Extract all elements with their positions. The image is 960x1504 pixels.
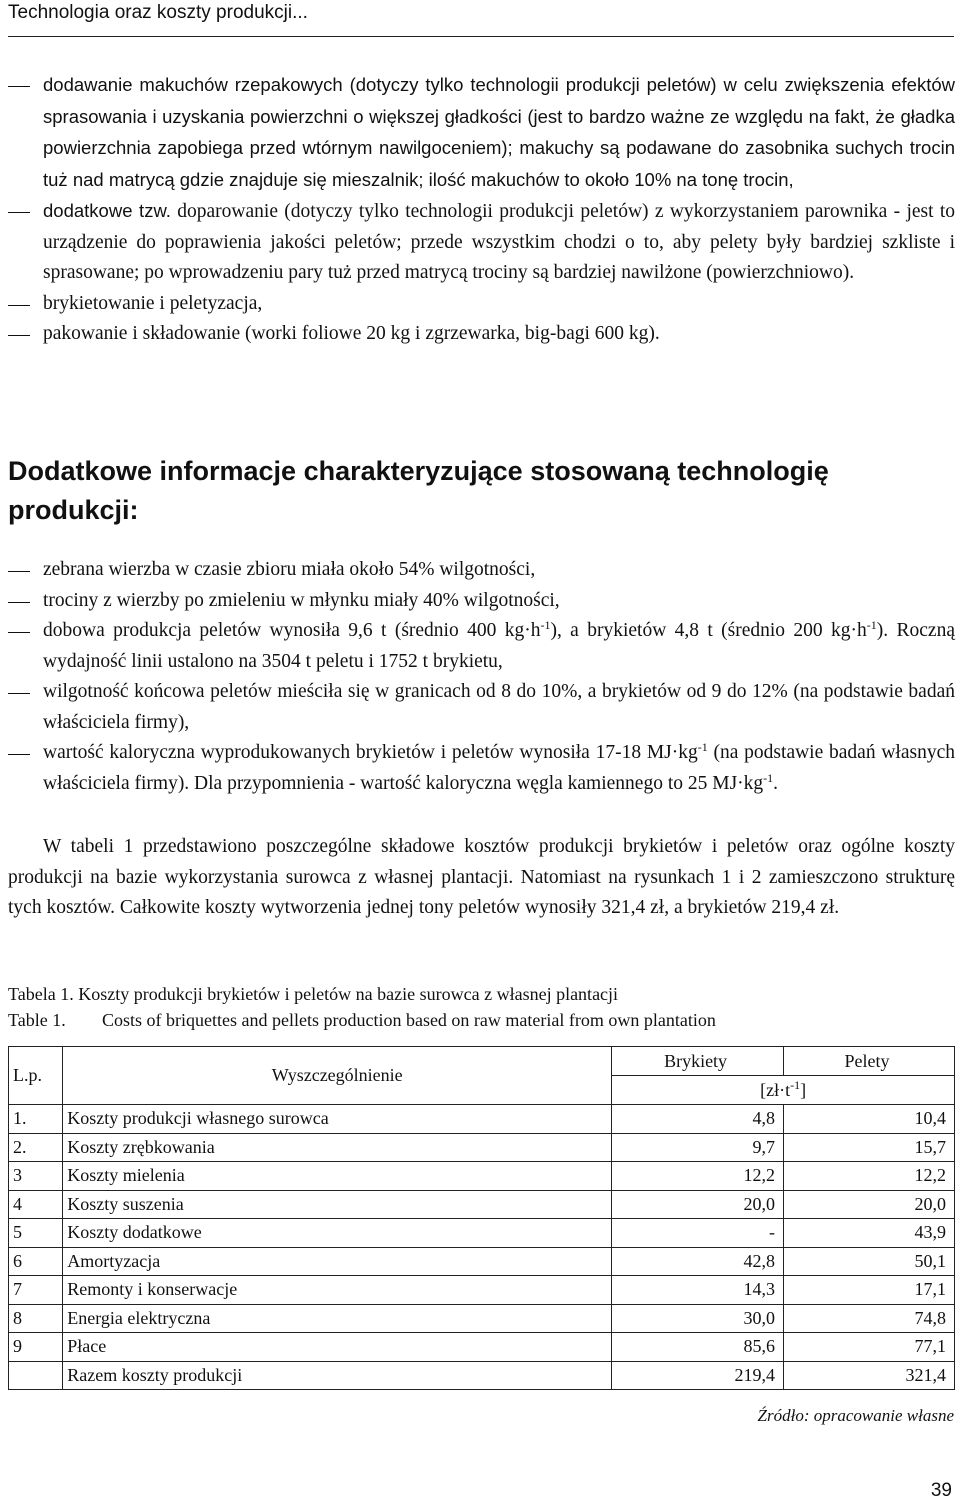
caption-label: Tabela 1. [8, 984, 74, 1004]
cell-description: Koszty suszenia [63, 1190, 612, 1219]
column-header-briquettes: Brykiety [612, 1047, 784, 1076]
list-item-text: trociny z wierzby po zmieleniu w młynku miały 40% wilgotności, [43, 589, 560, 611]
list-item-text: (na podstawie badań własnych właściciela firmy). Dla przypomnienia - wartość kaloryczna węgla kamiennego to 25 MJ·kg [43, 742, 955, 794]
table-row [9, 1247, 955, 1276]
list-item-text: zebrana wierzba w czasie zbioru miała około 54% wilgotności, [43, 559, 536, 580]
superscript: -1 [866, 618, 877, 632]
list-item-text: ), a brykietów 4,8 t (średnio 200 kg·h [550, 620, 867, 641]
list-item-text: . [773, 772, 779, 794]
cell-description: Koszty zrębkowania [63, 1133, 612, 1162]
superscript: -1 [697, 740, 708, 754]
table-row [9, 1162, 955, 1191]
cell-briquettes: 9,7 [612, 1133, 784, 1162]
cell-briquettes: 20,0 [612, 1190, 784, 1219]
cell-pellets: 12,2 [783, 1162, 954, 1191]
cell-briquettes: 12,2 [612, 1162, 784, 1191]
list-item-text: wartość kaloryczna wyprodukowanych brykietów i peletów wynosiła 17-18 MJ·kg [43, 742, 698, 763]
cell-lp: 5 [9, 1219, 63, 1248]
cell-lp: 3 [9, 1162, 63, 1191]
cell-pellets: 15,7 [783, 1133, 954, 1162]
cell-pellets: 43,9 [783, 1219, 954, 1248]
table-row [9, 1219, 955, 1248]
table-row [9, 1276, 955, 1305]
column-header-unit [612, 1076, 955, 1105]
section-title: Dodatkowe informacje charakteryzujące stosowaną technologię produkcji: [8, 456, 829, 525]
superscript: -1 [763, 770, 774, 785]
cell-description: Amortyzacja [63, 1247, 612, 1276]
table-row [9, 1105, 955, 1134]
cell-description: Koszty dodatkowe [63, 1219, 612, 1248]
list-item [8, 616, 955, 677]
cell-description: Remonty i konserwacje [63, 1276, 612, 1305]
list-item [8, 196, 955, 289]
costs-table [8, 1046, 955, 1390]
cell-lp: 9 [9, 1333, 63, 1362]
page-number: 39 [930, 1480, 952, 1501]
cell-description: Energia elektryczna [63, 1304, 612, 1333]
table-row [9, 1190, 955, 1219]
cell-description: Koszty mielenia [63, 1162, 612, 1191]
table-caption-pl [8, 982, 618, 1006]
cell-pellets: 10,4 [783, 1105, 954, 1134]
list-item-text: doparowanie (dotyczy tylko technologii produkcji peletów) z wykorzystaniem parownika - jest to urządzenie do poprawienia jakości peletów; przede wszystkim chodzi o to, aby pelety były bardziej szkliste i sprasowane; po wprowadzeniu pary tuż przed matrycą trociny są bardziej nawilżone (powierzchniowo). [43, 201, 956, 283]
cell-briquettes: 85,6 [612, 1333, 784, 1362]
list-item [8, 555, 955, 586]
cell-description: Razem koszty produkcji [63, 1361, 612, 1390]
body-paragraph: W tabeli 1 przedstawiono poszczególne składowe kosztów produkcji brykietów i peletów oraz ogólne koszty produkcji na bazie wykorzystania surowca z własnej plantacji. Natomiast na rysunkach 1 i 2 zamieszczono strukturę tych kosztów. Całkowite koszty wytworzenia jednej tony peletów wynosiły 321,4 zł, a brykietów 219,4 zł. [8, 836, 955, 918]
running-header: Technologia oraz koszty produkcji... [8, 0, 954, 37]
list-item [8, 677, 955, 738]
cell-pellets: 20,0 [783, 1190, 954, 1219]
table-caption-en [8, 1008, 716, 1032]
caption-text: Costs of briquettes and pellets production based on raw material from own plantation [102, 1010, 716, 1030]
list-item-text: dobowa produkcja peletów wynosiła 9,6 t (średnio 400 kg·h [43, 620, 541, 641]
cell-lp: 4 [9, 1190, 63, 1219]
superscript: -1 [540, 618, 551, 632]
cell-lp: 1. [9, 1105, 63, 1134]
column-header-lp: L.p. [9, 1047, 63, 1105]
cell-lp: 7 [9, 1276, 63, 1305]
cell-briquettes: 14,3 [612, 1276, 784, 1305]
cell-description: Koszty produkcji własnego surowca [63, 1105, 612, 1134]
cell-lp: 2. [9, 1133, 63, 1162]
table-row [9, 1361, 955, 1390]
list-item-text: brykietowanie i peletyzacja, [43, 292, 263, 314]
cell-briquettes: 219,4 [612, 1361, 784, 1390]
cell-lp [9, 1361, 63, 1390]
cell-pellets: 321,4 [783, 1361, 954, 1390]
technology-info-list [8, 555, 955, 799]
list-item-text: pakowanie i składowanie (worki foliowe 20 kg i zgrzewarka, big-bagi 600 kg). [43, 323, 660, 344]
list-item-text: ). Roczną wydajność linii ustalono na 3504 t peletu i 1752 t brykietu, [43, 620, 955, 672]
cell-pellets: 77,1 [783, 1333, 954, 1362]
unit-text: ] [800, 1079, 807, 1100]
cell-description: Płace [63, 1333, 612, 1362]
list-item-lead: dodatkowe tzw. [43, 200, 171, 221]
column-header-pellets: Pelety [783, 1047, 954, 1076]
cell-briquettes: 42,8 [612, 1247, 784, 1276]
cell-briquettes: 4,8 [612, 1105, 784, 1134]
superscript: -1 [790, 1077, 801, 1092]
list-item [8, 586, 955, 617]
cell-lp: 8 [9, 1304, 63, 1333]
column-header-description: Wyszczególnienie [63, 1047, 612, 1105]
unit-text: [zł·t [760, 1079, 791, 1100]
cell-pellets: 74,8 [783, 1304, 954, 1333]
cell-briquettes: - [612, 1219, 784, 1248]
caption-label: Table 1. [8, 1010, 66, 1030]
table-row [9, 1304, 955, 1333]
caption-text: Koszty produkcji brykietów i peletów na bazie surowca z własnej plantacji [78, 984, 619, 1004]
table-row [9, 1133, 955, 1162]
technology-steps-list [8, 70, 955, 350]
table-source: Źródło: opracowanie własne [757, 1406, 954, 1425]
list-item-text: wilgotność końcowa peletów mieściła się w granicach od 8 do 10%, a brykietów od 9 do 12% (na podstawie badań właściciela firmy), [43, 681, 955, 733]
list-item [8, 738, 955, 799]
cell-lp: 6 [9, 1247, 63, 1276]
list-item [8, 319, 955, 350]
list-item [8, 289, 955, 320]
cell-pellets: 17,1 [783, 1276, 954, 1305]
list-item [8, 70, 955, 196]
cell-briquettes: 30,0 [612, 1304, 784, 1333]
table-row [9, 1333, 955, 1362]
list-item-text: dodawanie makuchów rzepakowych (dotyczy tylko technologii produkcji peletów) w celu zwiększenia efektów sprasowania i uzyskania powierzchni o większej gładkości (jest to bardzo ważne ze względu na fakt, że gładka powierzchnia zapobiega przed wtórnym nawilgoceniem); makuchy są podawane do zasobnika suchych trocin tuż nad matrycą gdzie znajduje się mieszalnik; ilość makuchów to około 10% na tonę trocin, [43, 74, 955, 190]
cell-pellets: 50,1 [783, 1247, 954, 1276]
